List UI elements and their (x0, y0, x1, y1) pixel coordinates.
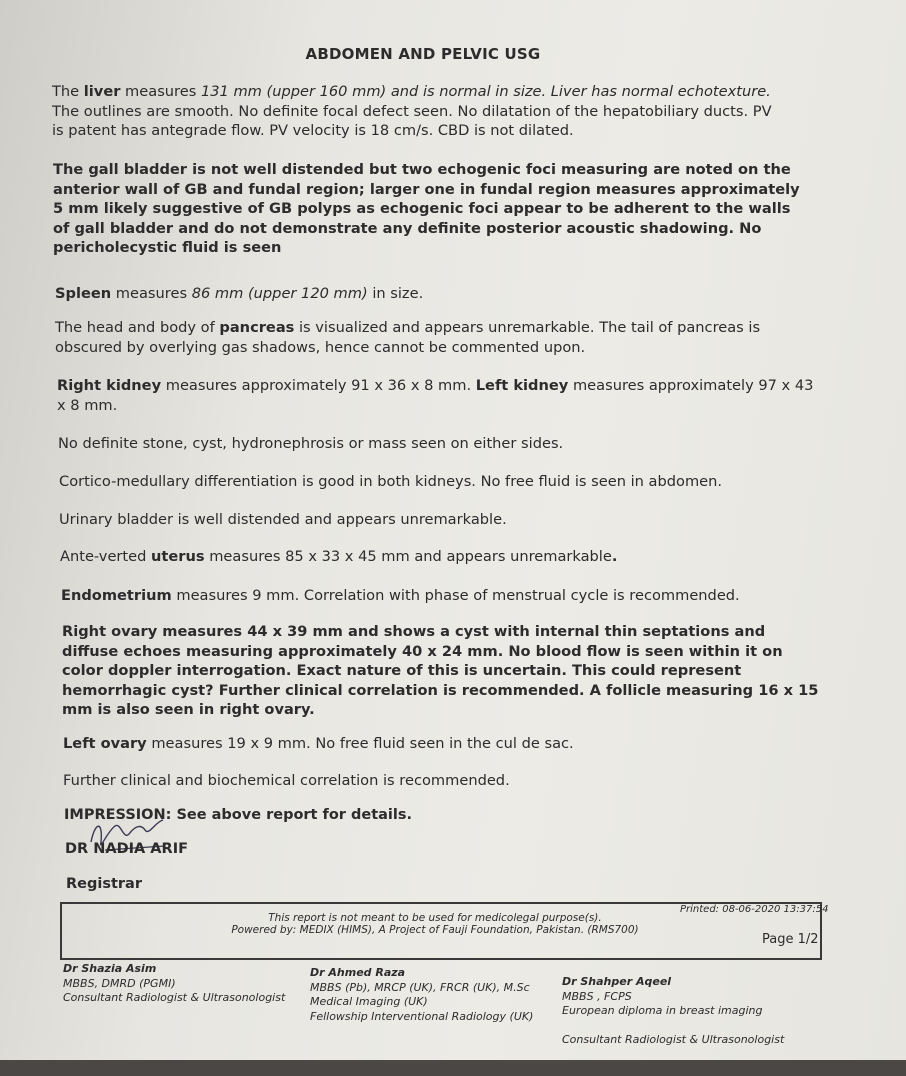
bladder-paragraph: Urinary bladder is well distended and appears unremarkable. (59, 511, 507, 528)
pancreas-paragraph: The head and body of pancreas is visualized and appears unremarkable. The tail of pancreas is obscured by overlying gas shadows, hence cannot be commented upon. (55, 319, 761, 356)
uterus-paragraph: Ante-verted uterus measures 85 x 33 x 45 mm and appears unremarkable. (60, 548, 618, 565)
doctor-3-line: MBBS , FCPS (562, 989, 632, 1003)
doctor-3-name: Dr Shahper Aqeel (562, 975, 672, 988)
gall-bladder-paragraph: The gall bladder is not well distended but two echogenic foci measuring are noted on the anterior wall of GB and fundal region; larger one in fundal region measures approximately 5 mm likely suggestive of GB polyps as echogenic foci appear to be adherent to the walls of gall bladder and do not demonstrate any definite posterior acoustic shadowing. No pericholecystic fluid is seen (53, 161, 800, 256)
stone-paragraph: No definite stone, cyst, hydronephrosis or mass seen on either sides. (58, 435, 564, 452)
doctor-2-line: MBBS (Pb), MRCP (UK), FRCR (UK), M.Sc (310, 980, 530, 994)
doctor-2-line: Fellowship Interventional Radiology (UK) (310, 1009, 534, 1023)
doctor-block-2 (310, 966, 533, 1024)
left-ovary-paragraph: Left ovary measures 19 x 9 mm. No free fluid seen in the cul de sac. (63, 735, 574, 752)
doctor-3-line: European diploma in breast imaging (562, 1004, 763, 1017)
spleen-paragraph: Spleen measures 86 mm (upper 120 mm) in size. (55, 285, 424, 302)
endometrium-paragraph: Endometrium measures 9 mm. Correlation with phase of menstrual cycle is recommended. (61, 587, 740, 604)
printed-timestamp: Printed: 08-06-2020 13:37:54 (680, 904, 829, 915)
liver-paragraph: The liver measures 131 mm (upper 160 mm) and is normal in size. Liver has normal echotexture. The outlines are smooth. No definite focal defect seen. No dilatation of the hepatobiliary ducts. PV is patent has antegrade flow. PV velocity is 18 cm/s. CBD is not dilated. (52, 83, 772, 139)
footer-disclaimer (200, 912, 670, 936)
page-shadow (0, 1060, 906, 1076)
doctor-1-name: Dr Shazia Asim (63, 962, 157, 975)
further-paragraph: Further clinical and biochemical correlation is recommended. (63, 772, 510, 789)
doctor-2-line: Medical Imaging (UK) (310, 995, 428, 1008)
report-title: ABDOMEN AND PELVIC USG (305, 45, 541, 63)
right-ovary-paragraph: Right ovary measures 44 x 39 mm and shows a cyst with internal thin septations and diffuse echoes measuring approximately 40 x 24 mm. No blood flow is seen within it on color doppler interrogation. Exact nature of this is uncertain. This could represent hemorrhagic cyst? Further clinical correlation is recommended. A follicle measuring 16 x 15 mm is also seen in right ovary. (62, 623, 819, 718)
doctor-role: Registrar (66, 876, 142, 892)
doctor-1-line: MBBS, DMRD (PGMI) (63, 976, 176, 990)
cortico-paragraph: Cortico-medullary differentiation is good in both kidneys. No free fluid is seen in abdomen. (59, 473, 723, 490)
impression: IMPRESSION: See above report for details. (64, 807, 413, 823)
doctor-2-name: Dr Ahmed Raza (310, 966, 406, 979)
disclaimer-line: This report is not meant to be used for medicolegal purpose(s). (268, 912, 602, 924)
powered-by-line: Powered by: MEDIX (HIMS), A Project of Fauji Foundation, Pakistan. (RMS700) (231, 924, 639, 936)
doctor-name: DR NADIA ARIF (65, 841, 188, 857)
page-number: Page 1/2 (762, 932, 819, 947)
doctor-3-spacer (562, 1019, 784, 1033)
doctor-1-line: Consultant Radiologist & Ultrasonologist (63, 991, 286, 1004)
kidneys-paragraph: Right kidney measures approximately 91 x 36 x 8 mm. Left kidney measures approximately 97 x 43 x 8 mm. (57, 377, 814, 414)
doctor-block-1 (63, 962, 285, 1006)
doctor-block-3 (562, 975, 784, 1047)
doctor-3-line: Consultant Radiologist & Ultrasonologist (562, 1032, 785, 1046)
